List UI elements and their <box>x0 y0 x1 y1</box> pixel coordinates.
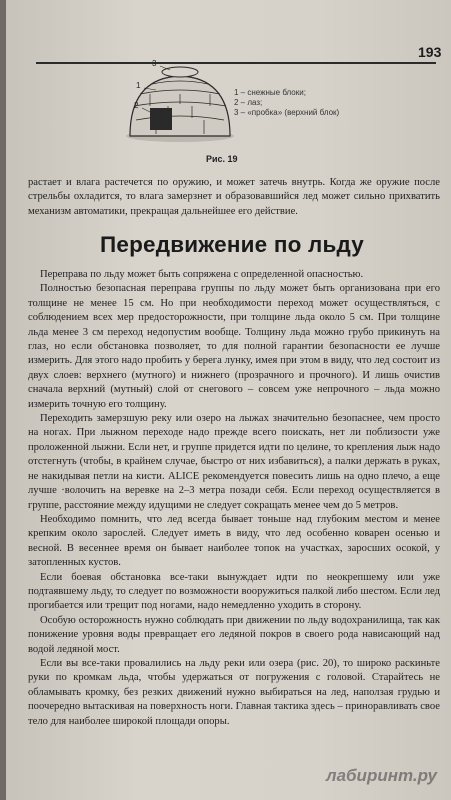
paragraph: Если боевая обстановка все-таки вынуждает идти по неокрепшему или уже подтаявшему льду, то следует по возможности вооружиться палкой либо шестом. Если лед прогибается или трещит под ногами, надо немедленно уходить в сторону. <box>28 571 440 612</box>
legend-item: 2 – лаз; <box>234 98 263 107</box>
section-title: Передвижение по льду <box>99 232 365 257</box>
igloo-illustration <box>116 58 236 148</box>
paragraph: Необходимо помнить, что лед всегда бывает тоньше над глубоким местом и менее крепким около зарослей. Следует иметь в виду, что лед особенно коварен осенью и весной. В весеннее время он бывает наиболее топок на участках, заросших осокой, у затопленных кустов. <box>28 513 440 569</box>
intro-text <box>28 176 440 219</box>
paragraph: Особую осторожность нужно соблюдать при движении по льду водохранилища, так как понижение уровня воды превращает его ледяной покров в своего рода нависающий над водой ледяной мост. <box>28 614 440 655</box>
callout-3: 3 <box>152 59 157 68</box>
paragraph: Полностью безопасная переправа группы по льду может быть организована при его толщине не менее 15 см. Но при необходимости переход может осуществляться, с соблюдением всех мер предосторожности, при толщине льда около 5 см. При толщине льда менее 3 см переход недопустим вообще. Толщину льда можно грубо прикинуть на глаз, но если обстановка позволяет, то для полной гарантии безопасности ее лучше измерить. Для этого надо пробить у берега лунку, имея при этом в виду, что лед состоит из двух слоев: верхнего (мутного) и нижнего (прозрачного и прочного). И лишь очистив сначала верхний (мутный) слой от снегового – совсем уже непрочного – льда можно измерить точную его толщину. <box>28 283 440 410</box>
book-page <box>6 0 451 800</box>
paragraph: Если вы все-таки провалились на льду реки или озера (рис. 20), то широко раскиньте руки по кромкам льда, чтобы удержаться от погружения с головой. Старайтесь не обламывать кромку, без резких движений нужно выбираться на лед, наползая грудью и поочередно вытаскивая на поверхность ноги. Главная тактика здесь – приноравливать свое тело для наиболее широкой площади опоры. <box>28 657 440 727</box>
figure-legend <box>234 88 414 118</box>
legend-item: 1 – снежные блоки; <box>234 88 306 97</box>
watermark: лабиринт.ру <box>326 766 437 785</box>
legend-item: 3 – «пробка» (верхний блок) <box>234 108 340 117</box>
paragraph: Переправа по льду может быть сопряжена с определенной опасностью. <box>40 269 364 280</box>
body-text <box>28 268 440 729</box>
page-number: 193 <box>418 44 442 60</box>
paragraph: Переходить замерзшую реку или озеро на лыжах значительно безопаснее, чем просто на ногах. При лыжном переходе надо прежде всего поискать, нет ли поблизости уже проложенной лыжни. Если нет, и группе придется идти по целине, то крепления лыж надо отстегнуть (чтобы, в крайнем случае, быстро от них избавиться), а палки держать в руках, не накидывая петли на кисти. ALICE рекомендуется повесить лишь на одно плечо, а еще лучше ·волочить на веревке на 2–3 метра позади себя. Если переход осуществляется в группе, расстояние между идущими не следует сокращать менее чем до 5 метров. <box>28 413 440 511</box>
callout-1: 1 <box>136 81 141 90</box>
callout-2: 2 <box>134 101 139 110</box>
figure-caption: Рис. 19 <box>206 154 238 164</box>
intro-paragraph: растает и влага растечется по оружию, и может затечь внутрь. Когда же оружие после стрельбы охладится, то влага замерзнет и образовавшийся лед может сильно прихватить механизм автоматики, прекращая дальнейшее его действие. <box>28 177 440 217</box>
figure-igloo <box>116 58 416 168</box>
